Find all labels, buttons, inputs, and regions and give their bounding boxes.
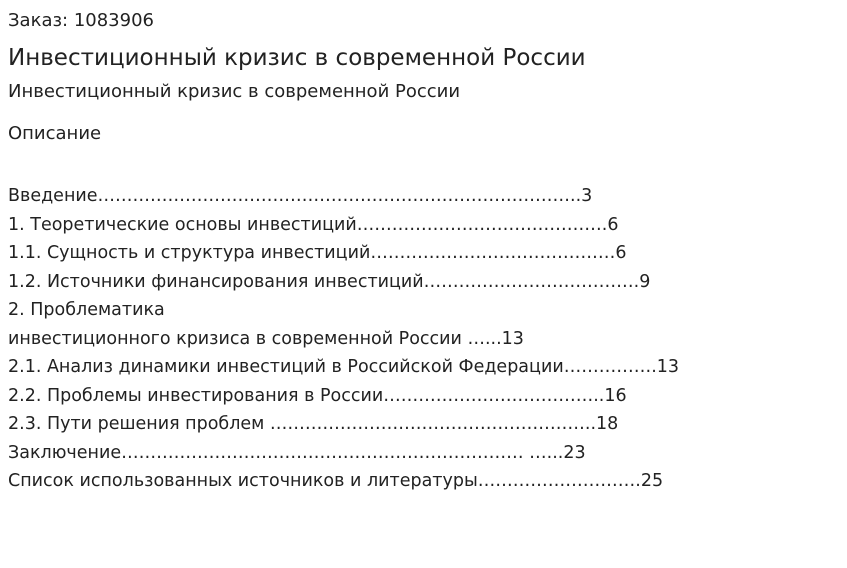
page-subtitle: Инвестиционный кризис в современной России	[8, 81, 461, 102]
toc-chapter-1: 1. Теоретические основы инвестиций…………………………………….6	[8, 214, 619, 235]
toc-section-2-2: 2.2. Проблемы инвестирования в России………………………………..16	[8, 385, 627, 406]
toc-section-2-1: 2.1. Анализ динамики инвестиций в Российской Федерации…………….13	[8, 357, 680, 377]
toc-conclusion: Заключение…………………………………………………………… …...23	[8, 442, 586, 463]
toc-chapter-2: 2. Проблематика	[8, 300, 165, 320]
table-of-contents	[8, 182, 839, 496]
description-heading: Описание	[8, 123, 102, 144]
toc-section-2-3: 2.3. Пути решения проблем ………………………………………………..18	[8, 414, 619, 434]
toc-section-1-1: 1.1. Сущность и структура инвестиций……………………………………6	[8, 243, 627, 263]
order-number: Заказ: 1083906	[8, 10, 154, 31]
toc-chapter-2-continued: инвестиционного кризиса в современной России …...13	[8, 328, 524, 349]
toc-section-1-2: 1.2. Источники финансирования инвестиций……………………………….9	[8, 271, 651, 292]
toc-references: Список использованных источников и литературы……………………….25	[8, 471, 664, 491]
page-title: Инвестиционный кризис в современной России	[8, 45, 586, 71]
toc-introduction: Введение………………………………………………………………………..3	[8, 186, 593, 206]
